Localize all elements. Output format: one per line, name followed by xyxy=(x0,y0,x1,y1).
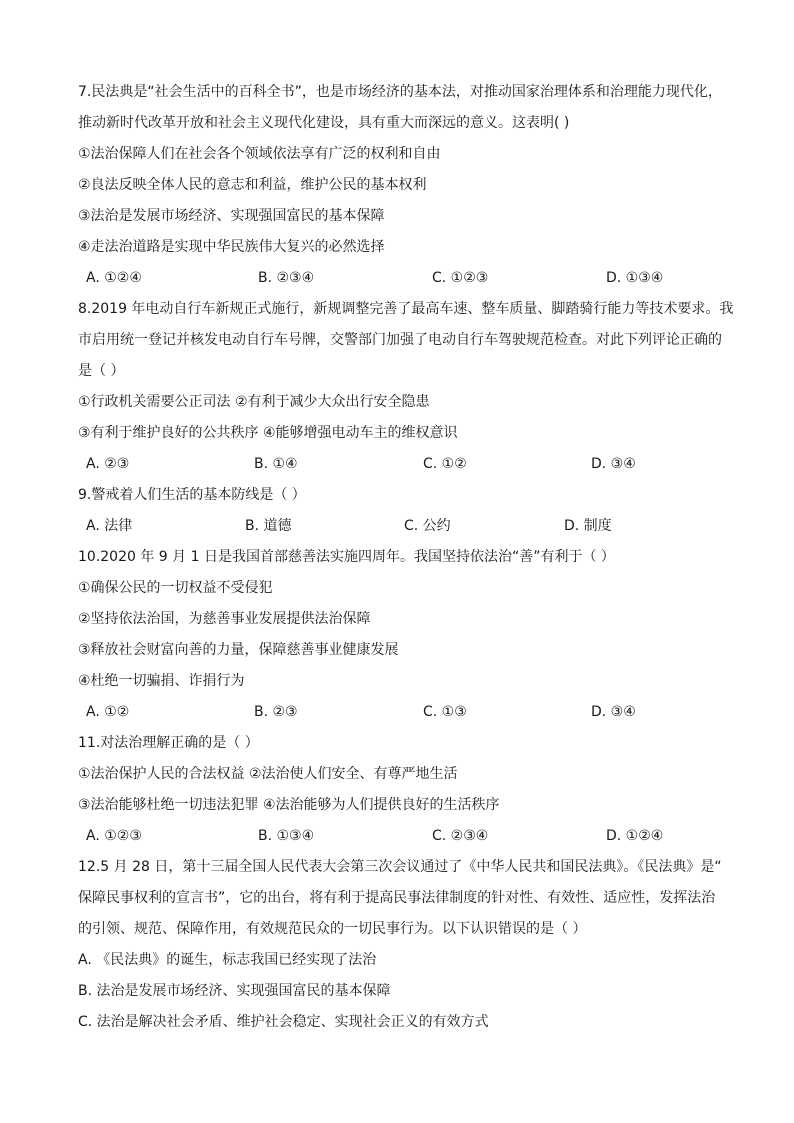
q10-option-a[interactable]: A. ①② xyxy=(86,704,130,720)
q11-stem: 11.对法治理解正确的是（ ） xyxy=(78,735,259,751)
q9-options xyxy=(86,516,726,536)
q9-option-c[interactable]: C. 公约 xyxy=(404,518,451,534)
q10-statement-3: ③释放社会财富向善的力量，保障慈善事业健康发展 xyxy=(78,642,399,658)
q11-options xyxy=(86,826,726,846)
q8-option-d[interactable]: D. ③④ xyxy=(591,456,636,472)
q12-option-c[interactable]: C. 法治是解决社会矛盾、维护社会稳定、实现社会正义的有效方式 xyxy=(78,1014,489,1030)
q12-stem-line-2: 保障民事权利的宣言书”，它的出台，将有利于提高民事法律制度的针对性、有效性、适应性，发挥法治 xyxy=(78,890,716,906)
q7-stem-line-1: 7.民法典是“社会生活中的百科全书”，也是市场经济的基本法，对推动国家治理体系和治理能力现代化， xyxy=(78,84,722,100)
q9-option-a[interactable]: A. 法律 xyxy=(86,518,133,534)
q8-stem-line-3: 是（ ） xyxy=(78,363,125,379)
q12-stem-line-3: 的引领、规范、保障作用，有效规范民众的一切民事行为。以下认识错误的是（ ） xyxy=(78,921,587,937)
q8-option-a[interactable]: A. ②③ xyxy=(86,456,130,472)
q7-option-d[interactable]: D. ①③④ xyxy=(606,270,664,286)
q10-stem: 10.2020 年 9 月 1 日是我国首部慈善法实施四周年。我国坚持依法治“善”有利于（ ） xyxy=(78,549,615,565)
q9-option-b[interactable]: B. 道德 xyxy=(245,518,292,534)
q11-statements-3-4: ③法治能够杜绝一切违法犯罪 ④法治能够为人们提供良好的生活秩序 xyxy=(78,797,500,813)
q7-options xyxy=(86,268,726,288)
q10-statement-1: ①确保公民的一切权益不受侵犯 xyxy=(78,580,273,596)
q7-option-a[interactable]: A. ①②④ xyxy=(86,270,142,286)
q8-stem-line-2: 市启用统一登记并核发电动自行车号牌，交警部门加强了电动自行车驾驶规范检查。对此下列评论正确的 xyxy=(78,332,722,348)
q7-statement-2: ②良法反映全体人民的意志和利益，维护公民的基本权利 xyxy=(78,177,427,193)
q11-option-a[interactable]: A. ①②③ xyxy=(86,828,142,844)
q12-option-b[interactable]: B. 法治是发展市场经济、实现强国富民的基本保障 xyxy=(78,983,391,999)
q10-option-b[interactable]: B. ②③ xyxy=(254,704,298,720)
q12-option-a[interactable]: A. 《民法典》的诞生，标志我国已经实现了法治 xyxy=(78,952,377,968)
q11-statements-1-2: ①法治保护人民的合法权益 ②法治使人们安全、有尊严地生活 xyxy=(78,766,458,782)
q11-option-c[interactable]: C. ②③④ xyxy=(432,828,489,844)
q7-option-b[interactable]: B. ②③④ xyxy=(258,270,315,286)
q9-option-d[interactable]: D. 制度 xyxy=(564,518,612,534)
q7-statement-1: ①法治保障人们在社会各个领域依法享有广泛的权利和自由 xyxy=(78,146,441,162)
q7-stem-line-2: 推动新时代改革开放和社会主义现代化建设，具有重大而深远的意义。这表明( ) xyxy=(78,115,570,131)
q10-statement-2: ②坚持依法治国，为慈善事业发展提供法治保障 xyxy=(78,611,371,627)
q11-option-b[interactable]: B. ①③④ xyxy=(258,828,315,844)
q8-statements-3-4: ③有利于维护良好的公共秩序 ④能够增强电动车主的维权意识 xyxy=(78,425,458,441)
q10-option-d[interactable]: D. ③④ xyxy=(591,704,636,720)
q10-statement-4: ④杜绝一切骗捐、诈捐行为 xyxy=(78,673,245,689)
q8-stem-line-1: 8.2019 年电动自行车新规正式施行，新规调整完善了最高车速、整车质量、脚踏骑行能力等技术要求。我 xyxy=(78,301,734,317)
q12-stem-line-1: 12.5 月 28 日，第十三届全国人民代表大会第三次会议通过了《中华人民共和国民法典》。《民法典》是“ xyxy=(78,859,722,875)
q10-options xyxy=(86,702,726,722)
q8-option-b[interactable]: B. ①④ xyxy=(254,456,298,472)
q8-options xyxy=(86,454,726,474)
q10-option-c[interactable]: C. ①③ xyxy=(423,704,467,720)
q11-option-d[interactable]: D. ①②④ xyxy=(606,828,664,844)
q7-statement-3: ③法治是发展市场经济、实现强国富民的基本保障 xyxy=(78,208,385,224)
q7-option-c[interactable]: C. ①②③ xyxy=(432,270,489,286)
q7-statement-4: ④走法治道路是实现中华民族伟大复兴的必然选择 xyxy=(78,239,385,255)
q8-option-c[interactable]: C. ①② xyxy=(423,456,467,472)
q8-statements-1-2: ①行政机关需要公正司法 ②有利于减少大众出行安全隐患 xyxy=(78,394,430,410)
q9-stem: 9.警戒着人们生活的基本防线是（ ） xyxy=(78,487,306,503)
